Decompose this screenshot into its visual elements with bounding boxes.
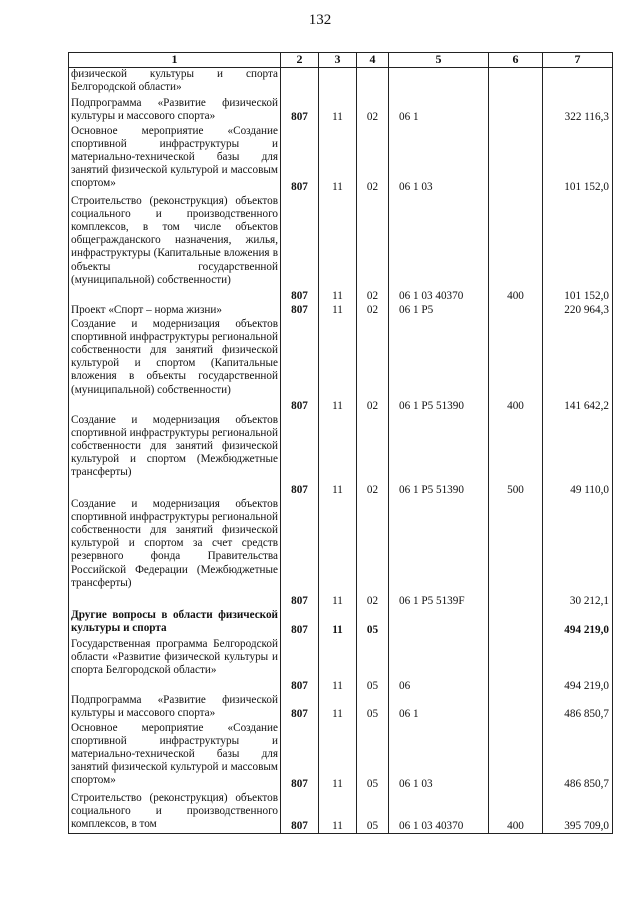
section-cell: 11 [319,792,357,834]
table-row [69,414,613,498]
table-row [69,694,613,722]
expense-type-cell [489,125,543,195]
expense-type-cell: 500 [489,414,543,498]
row-name-cell: Строительство (реконструкция) объектов социального и производственного комплексов, в том числе объектов общегражданского назначения, жилья, инфраструктуры (Капитальные вложения в объекты государственной (муниципальной) собственности) [69,195,281,304]
column-header-2: 2 [281,53,319,68]
column-header-5: 5 [389,53,489,68]
subsection-cell: 02 [357,97,389,125]
amount-cell: 486 850,7 [543,722,613,792]
amount-cell: 141 642,2 [543,318,613,414]
row-name-cell: физической культуры и спорта Белгородской области» [69,68,281,97]
table-row [69,125,613,195]
subsection-cell: 02 [357,498,389,609]
target-article-cell [389,68,489,97]
amount-cell: 101 152,0 [543,125,613,195]
admin-code-cell: 807 [281,195,319,304]
row-name-cell: Проект «Спорт – норма жизни» [69,304,281,318]
expense-type-cell [489,68,543,97]
admin-code-cell: 807 [281,722,319,792]
subsection-cell: 02 [357,195,389,304]
admin-code-cell: 807 [281,414,319,498]
page-number: 132 [308,12,332,28]
target-article-cell: 06 1 03 [389,125,489,195]
table-row [69,97,613,125]
section-cell: 11 [319,195,357,304]
table-row [69,792,613,834]
subsection-cell: 02 [357,318,389,414]
table-row [69,318,613,414]
target-article-cell: 06 1 [389,97,489,125]
admin-code-cell: 807 [281,498,319,609]
admin-code-cell: 807 [281,97,319,125]
admin-code-cell: 807 [281,304,319,318]
expense-type-cell: 400 [489,318,543,414]
table-row [69,195,613,304]
section-cell [319,68,357,97]
amount-cell: 220 964,3 [543,304,613,318]
admin-code-cell: 807 [281,638,319,694]
row-name-cell: Основное мероприятие «Создание спортивной инфраструктуры и материально-технической базы для занятий физической культурой и массовым спортом» [69,125,281,195]
amount-cell: 486 850,7 [543,694,613,722]
section-cell: 11 [319,609,357,638]
section-cell: 11 [319,304,357,318]
admin-code-cell: 807 [281,609,319,638]
section-cell: 11 [319,638,357,694]
target-article-cell: 06 [389,638,489,694]
expense-type-cell: 400 [489,195,543,304]
target-article-cell: 06 1 03 40370 [389,195,489,304]
admin-code-cell [281,68,319,97]
target-article-cell: 06 1 P5 [389,304,489,318]
admin-code-cell: 807 [281,792,319,834]
target-article-cell: 06 1 [389,694,489,722]
target-article-cell: 06 1 03 40370 [389,792,489,834]
table-row [69,68,613,97]
row-name-cell: Другие вопросы в области физической культуры и спорта [69,609,281,638]
row-name-cell: Создание и модернизация объектов спортивной инфраструктуры региональной собственности для занятий физической культурой и спортом (Капитальные вложения в объекты государственной (муниципальной) собственности) [69,318,281,414]
target-article-cell: 06 1 P5 5139F [389,498,489,609]
expense-type-cell [489,97,543,125]
amount-cell: 49 110,0 [543,414,613,498]
amount-cell: 494 219,0 [543,609,613,638]
amount-cell: 322 116,3 [543,97,613,125]
target-article-cell: 06 1 03 [389,722,489,792]
table-header [69,53,613,68]
target-article-cell [389,609,489,638]
target-article-cell: 06 1 P5 51390 [389,414,489,498]
amount-cell: 30 212,1 [543,498,613,609]
column-header-6: 6 [489,53,543,68]
subsection-cell: 02 [357,304,389,318]
column-header-7: 7 [543,53,613,68]
expense-type-cell [489,609,543,638]
admin-code-cell: 807 [281,694,319,722]
row-name-cell: Государственная программа Белгородской области «Развитие физической культуры и спорта Белгородской области» [69,638,281,694]
table-row [69,304,613,318]
column-header-4: 4 [357,53,389,68]
row-name-cell: Основное мероприятие «Создание спортивной инфраструктуры и материально-технической базы для занятий физической культурой и массовым спортом» [69,722,281,792]
row-name-cell: Создание и модернизация объектов спортивной инфраструктуры региональной собственности для занятий физической культурой и спортом (Межбюджетные трансферты) [69,414,281,498]
row-name-cell: Подпрограмма «Развитие физической культуры и массового спорта» [69,694,281,722]
expense-type-cell [489,304,543,318]
amount-cell: 395 709,0 [543,792,613,834]
subsection-cell: 02 [357,414,389,498]
subsection-cell: 05 [357,638,389,694]
subsection-cell [357,68,389,97]
amount-cell [543,68,613,97]
section-cell: 11 [319,498,357,609]
row-name-cell: Создание и модернизация объектов спортивной инфраструктуры региональной собственности для занятий физической культурой и спортом за счет средств резервного фонда Правительства Российской Федерации (Межбюджетные трансферты) [69,498,281,609]
amount-cell: 494 219,0 [543,638,613,694]
table-body [69,68,613,834]
expense-type-cell [489,694,543,722]
table-row [69,722,613,792]
section-cell: 11 [319,414,357,498]
admin-code-cell: 807 [281,318,319,414]
budget-table [68,52,613,834]
amount-cell: 101 152,0 [543,195,613,304]
section-cell: 11 [319,694,357,722]
column-header-3: 3 [319,53,357,68]
row-name-cell: Строительство (реконструкция) объектов социального и производственного комплексов, в том [69,792,281,834]
section-cell: 11 [319,318,357,414]
section-cell: 11 [319,97,357,125]
column-header-1: 1 [69,53,281,68]
table-row [69,638,613,694]
expense-type-cell [489,638,543,694]
row-name-cell: Подпрограмма «Развитие физической культуры и массового спорта» [69,97,281,125]
expense-type-cell [489,498,543,609]
subsection-cell: 02 [357,125,389,195]
expense-type-cell [489,722,543,792]
subsection-cell: 05 [357,792,389,834]
target-article-cell: 06 1 P5 51390 [389,318,489,414]
section-cell: 11 [319,722,357,792]
subsection-cell: 05 [357,722,389,792]
expense-type-cell: 400 [489,792,543,834]
subsection-cell: 05 [357,694,389,722]
table-row [69,609,613,638]
table-row [69,498,613,609]
subsection-cell: 05 [357,609,389,638]
section-cell: 11 [319,125,357,195]
admin-code-cell: 807 [281,125,319,195]
